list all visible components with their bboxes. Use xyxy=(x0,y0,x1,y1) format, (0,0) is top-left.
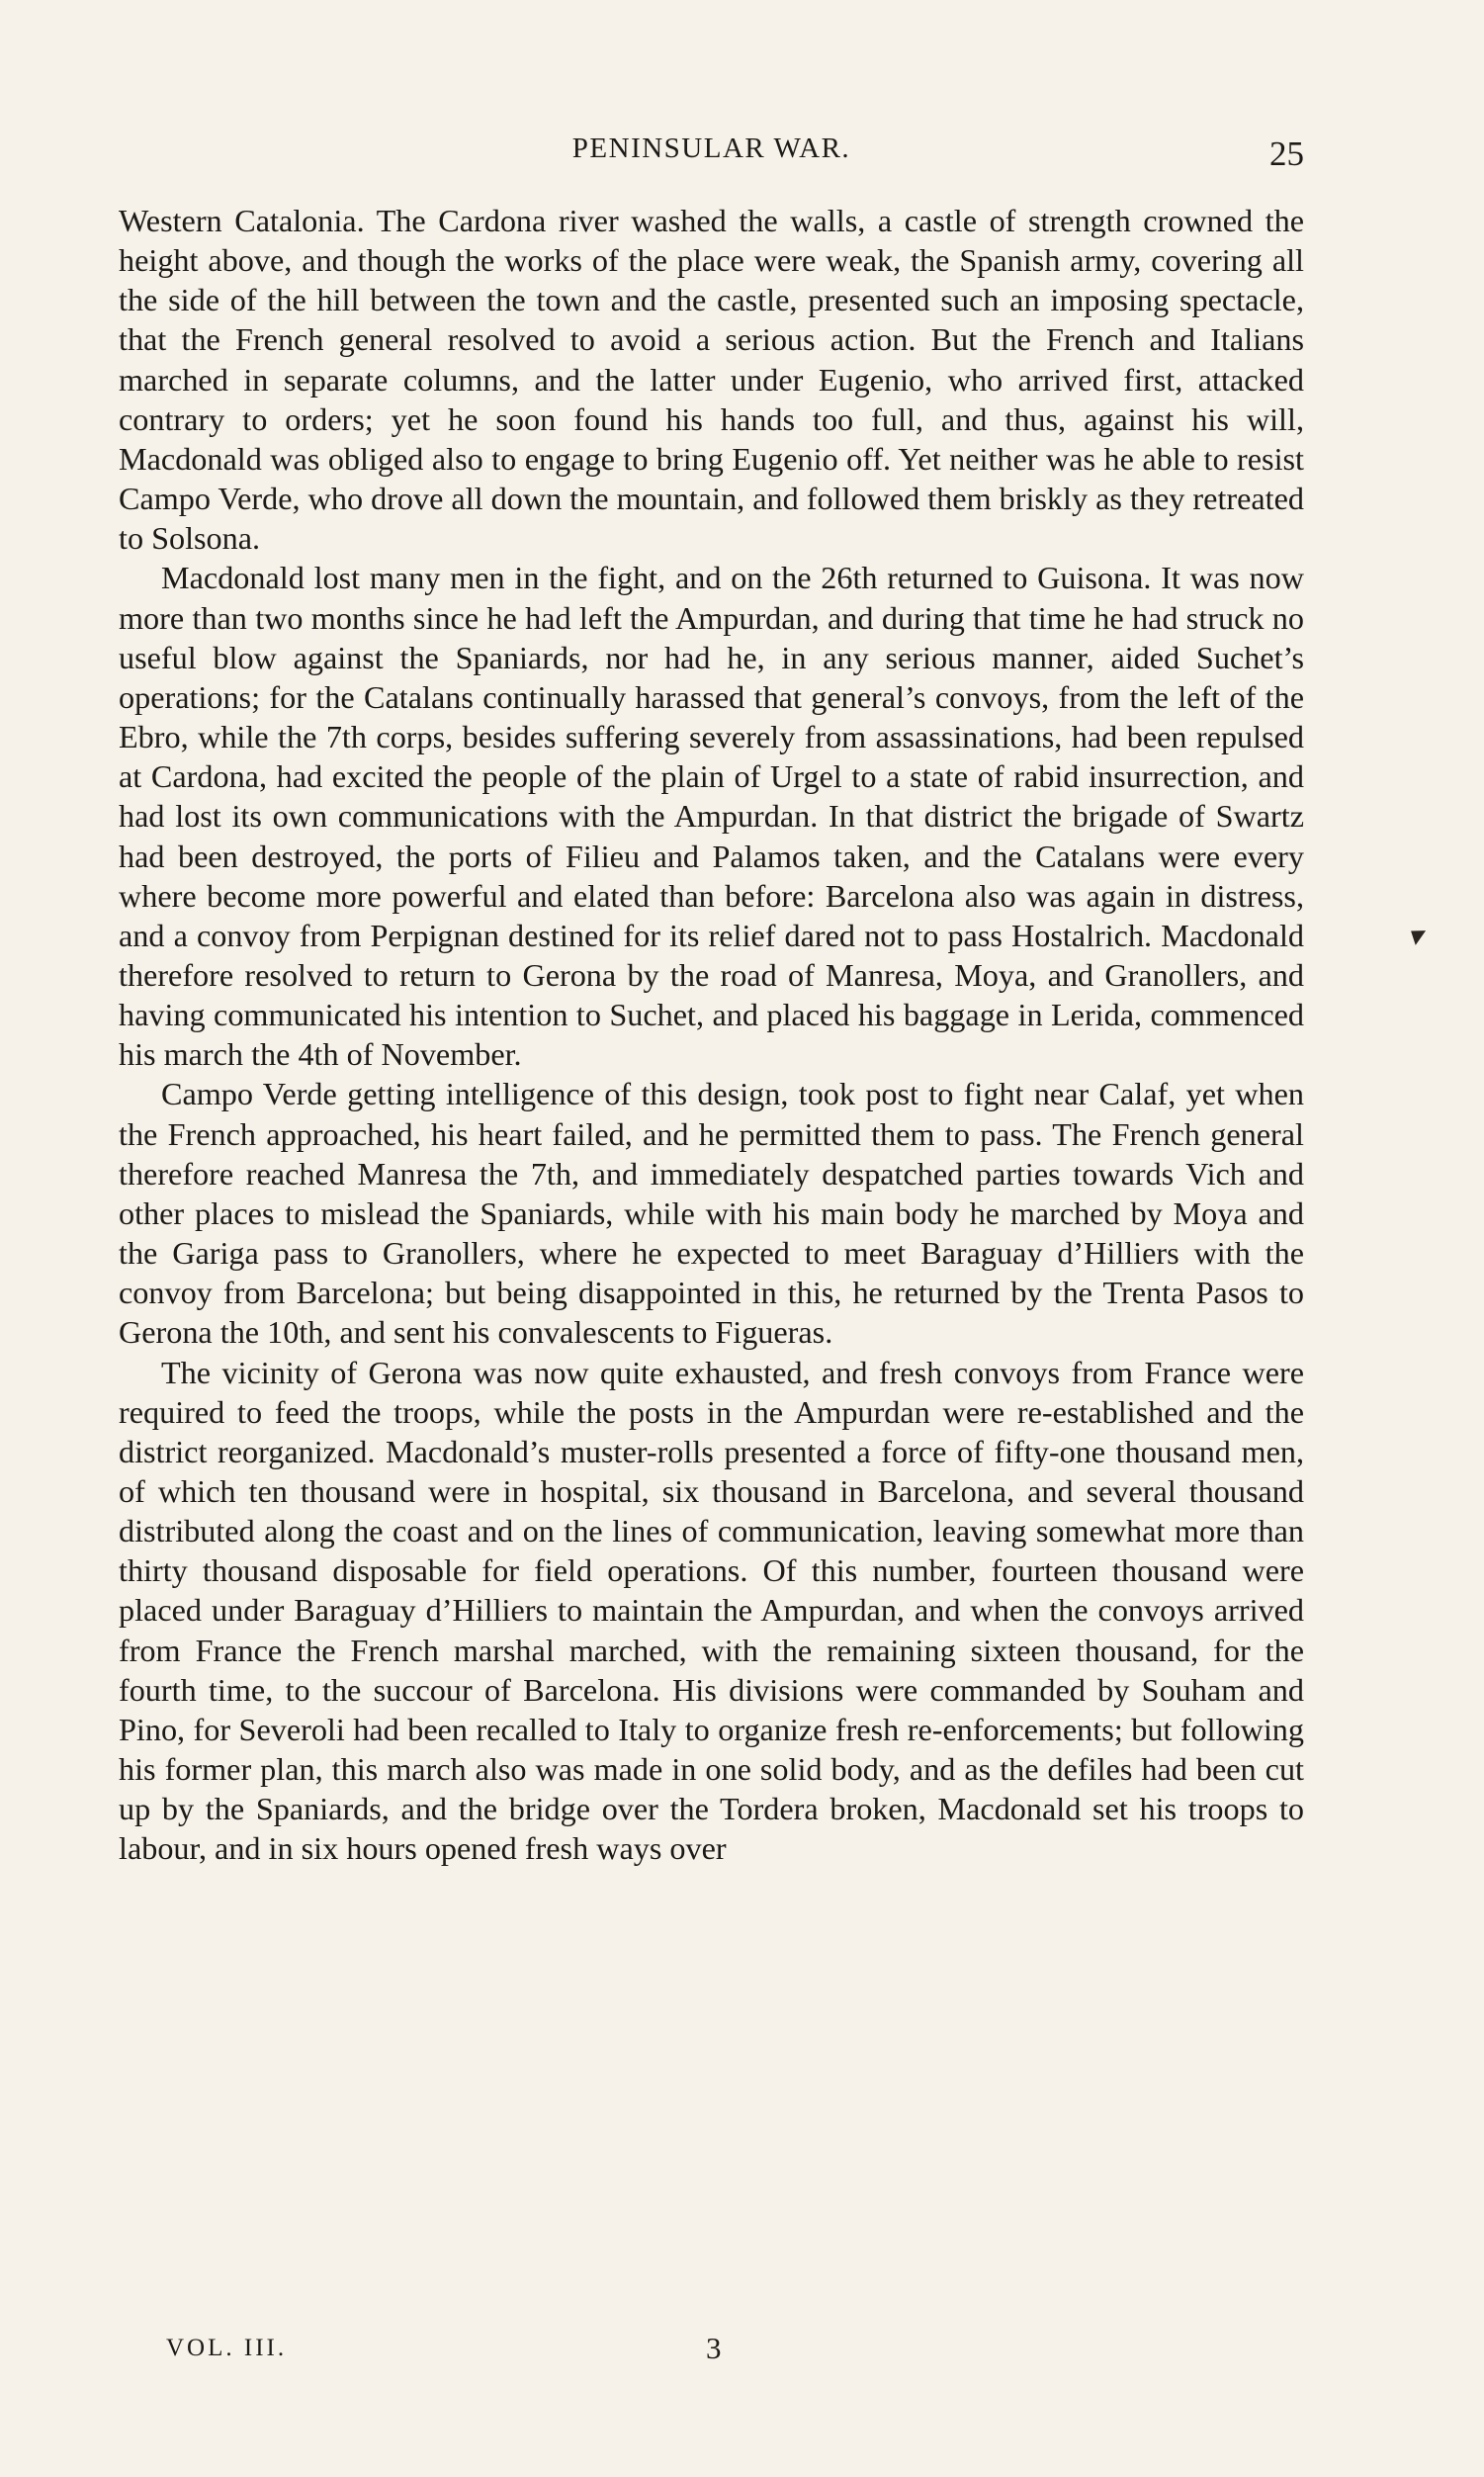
paragraph: Campo Verde getting intelligence of this design, took post to fight near Calaf, yet when the French approached, his heart failed, and he permitted them to pass. The French general therefore reached Manresa the 7th, and immediately despatched parties towards Vich and other places to mislead the Spaniards, while with his main body he marched by Moya and the Gariga pass to Granollers, where he expected to meet Baraguay d’Hilliers with the convoy from Barcelona; but being disappointed in this, he returned by the Trenta Pasos to Gerona the 10th, and sent his convalescents to Figueras. xyxy=(119,1076,1304,1351)
running-title: PENINSULAR WAR. xyxy=(571,133,851,164)
page-footer xyxy=(119,2327,1304,2376)
signature-mark: 3 xyxy=(706,2331,722,2365)
margin-mark xyxy=(1406,924,1426,945)
page-header xyxy=(119,125,1304,184)
paragraph: Macdonald lost many men in the fight, and on the 26th returned to Guisona. It was now more than two months since he had left the Ampurdan, and during that time he had struck no useful blow against the Spaniards, nor had he, in any serious manner, aided Suchet’s operations; for the Catalans continually harassed that general’s convoys, from the left of the Ebro, while the 7th corps, besides suffering severely from assassinations, had been repulsed at Cardona, had excited the people of the plain of Urgel to a state of rabid insurrection, and had lost its own communications with the Ampurdan. In that district the brigade of Swartz had been destroyed, the ports of Filieu and Palamos taken, and the Catalans were every where become more powerful and elated than before: Barcelona also was again in distress, and a convoy from Perpignan destined for its relief dared not to pass Hostalrich. Macdonald therefore resolved to return to Gerona by the road of Manresa, Moya, and Granollers, and having communicated his intention to Suchet, and placed his baggage in Lerida, commenced his march the 4th of November. xyxy=(119,560,1304,1073)
body-text xyxy=(119,201,1304,1869)
page-number: 25 xyxy=(1269,134,1304,173)
volume-mark: VOL. III. xyxy=(166,2335,288,2361)
paragraph: Western Catalonia. The Cardona river washed the walls, a castle of strength crowned the height above, and though the works of the place were weak, the Spanish army, covering all the side of the hill between the town and the castle, presented such an imposing spectacle, that the French general resolved to avoid a serious action. But the French and Italians marched in separate columns, and the latter under Eugenio, who arrived first, attacked contrary to orders; yet he soon found his hands too full, and thus, against his will, Macdonald was obliged also to engage to bring Eugenio off. Yet neither was he able to resist Campo Verde, who drove all down the mountain, and followed them briskly as they retreated to Solsona. xyxy=(119,203,1304,557)
paragraph: The vicinity of Gerona was now quite exhausted, and fresh convoys from France were required to feed the troops, while the posts in the Ampurdan were re-established and the district reorganized. Macdonald’s muster-rolls presented a force of fifty-one thousand men, of which ten thousand were in hospital, six thousand in Barcelona, and several thousand distributed along the coast and on the lines of communication, leaving somewhat more than thirty thousand disposable for field operations. Of this number, fourteen thousand were placed under Baraguay d’Hilliers to maintain the Ampurdan, and when the convoys arrived from France the French marshal marched, with the remaining sixteen thousand, for the fourth time, to the succour of Barcelona. His divisions were commanded by Souham and Pino, for Severoli had been recalled to Italy to organize fresh re-enforcements; but following his former plan, this march also was made in one solid body, and as the defiles had been cut up by the Spaniards, and the bridge over the Tordera broken, Macdonald set his troops to labour, and in six hours opened fresh ways over xyxy=(119,1354,1304,1867)
